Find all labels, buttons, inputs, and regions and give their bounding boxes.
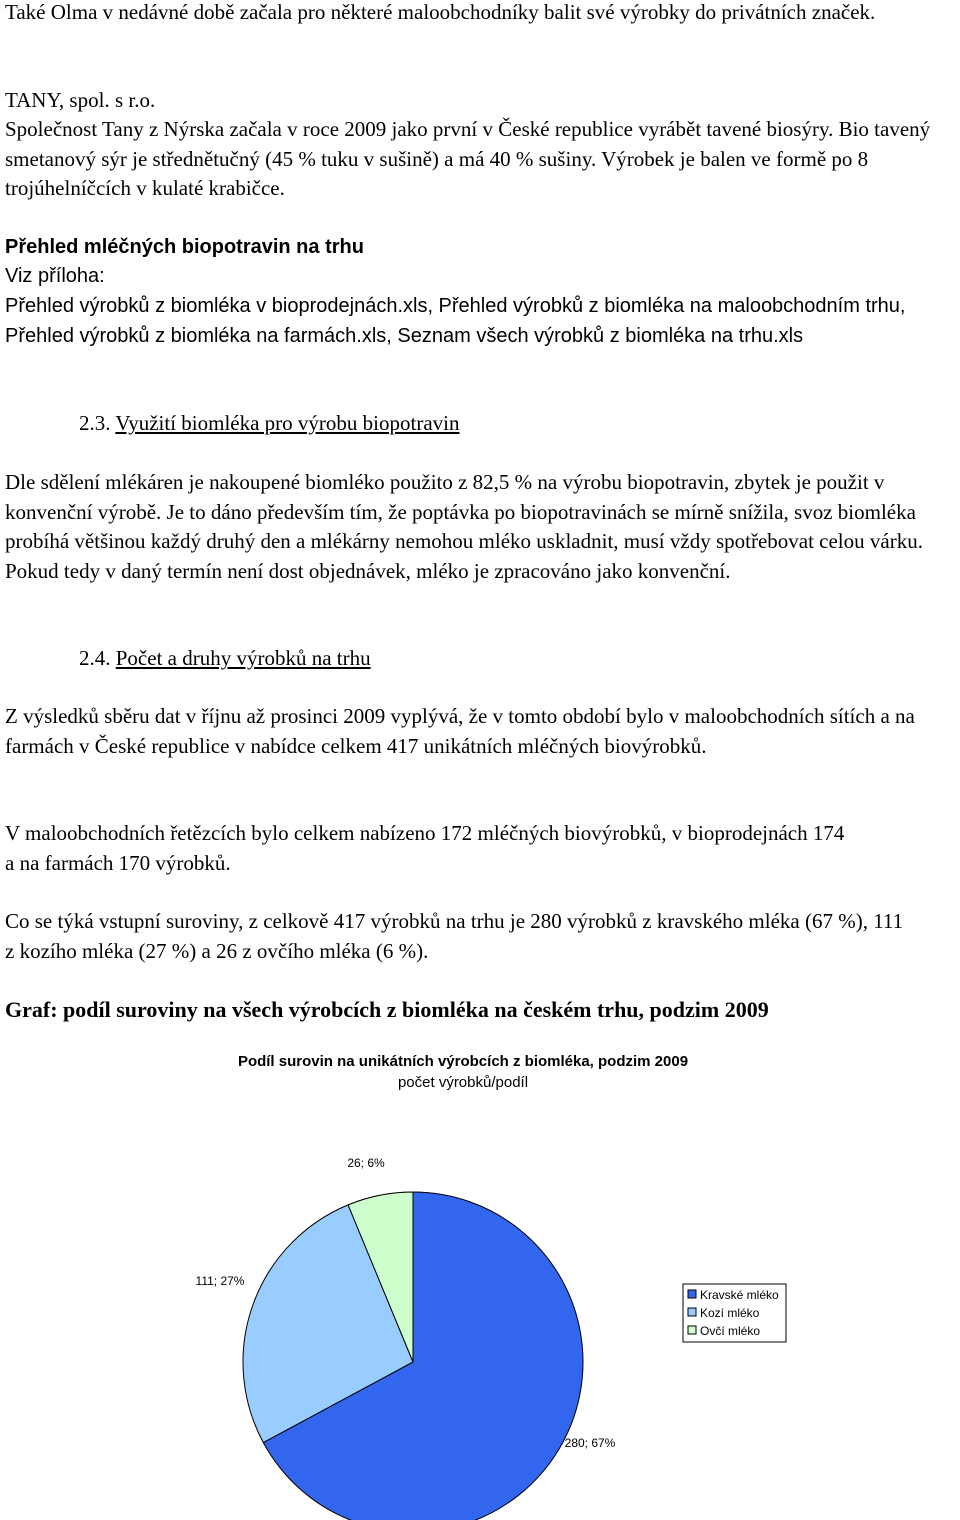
section-title: Využití biomléka pro výrobu biopotravin <box>115 411 460 435</box>
heading-tany: TANY, spol. s r.o. <box>5 88 156 112</box>
pie-data-label: 111; 27% <box>195 1274 245 1288</box>
legend-swatch <box>688 1326 696 1334</box>
section-number: 2.4. <box>79 646 111 670</box>
paragraph-2-4-raw-material: Co se týká vstupní suroviny, z celkově 417 výrobků na trhu je 280 výrobků z kravského mléka (67 %), 111 z kozího mléka (27 %) a 26 z ovčího mléka (6 %). <box>5 909 904 963</box>
paragraph-attachments: Přehled výrobků z biomléka v bioprodejnách.xls, Přehled výrobků z biomléka na maloobchodním trhu, Přehled výrobků z biomléka na farmách.xls, Seznam všech výrobků z biomléka na trhu.xls <box>5 295 906 347</box>
chart-title: Podíl surovin na unikátních výrobcích z biomléka, podzim 2009 <box>237 1053 689 1070</box>
legend-swatch <box>688 1290 696 1298</box>
section-heading-2-3 <box>79 409 460 439</box>
legend-label: Kozí mléko <box>700 1306 760 1320</box>
label-attachment: Viz příloha: <box>5 265 105 287</box>
paragraph-2-3: Dle sdělení mlékáren je nakoupené biomléko použito z 82,5 % na výrobu biopotravin, zbytek je použit v konvenční výrobě. Je to dáno především tím, že poptávka po biopotravinách se mírně snížila, svoz biomléka probíhá většinou každý druhý den a mlékárny nemohou mléko uskladnit, musí vždy spotřebovat celou várku. Pokud tedy v daný termín není dost objednávek, mléko je zpracováno jako konvenční. <box>5 470 923 583</box>
paragraph-2-4-channels: V maloobchodních řetězcích bylo celkem nabízeno 172 mléčných biovýrobků, v bioprodejnách 174 a na farmách 170 výrobků. <box>5 821 845 875</box>
pie-chart <box>0 1040 960 1520</box>
paragraph-tany: Společnost Tany z Nýrska začala v roce 2009 jako první v České republice vyrábět tavené biosýry. Bio tavený smetanový sýr je střednětučný (45 % tuku v sušině) a má 40 % sušiny. Výrobek je balen ve formě po 8 trojúhelníčcích v kulaté krabičce. <box>5 117 931 200</box>
chart-subtitle: počet výrobků/podíl <box>397 1074 529 1091</box>
graph-caption: Graf: podíl suroviny na všech výrobcích z biomléka na českém trhu, podzim 2009 <box>5 997 769 1022</box>
chart-legend <box>683 1284 786 1342</box>
paragraph-2-4-summary: Z výsledků sběru dat v říjnu až prosinci 2009 vyplývá, že v tomto období bylo v maloobchodních sítích a na farmách v České republice v nabídce celkem 417 unikátních mléčných biovýrobků. <box>5 704 915 758</box>
legend-swatch <box>688 1308 696 1316</box>
section-title: Počet a druhy výrobků na trhu <box>115 646 371 670</box>
section-heading-2-4 <box>79 644 371 674</box>
legend-label: Kravské mléko <box>700 1288 779 1302</box>
pie-slices <box>243 1192 583 1520</box>
pie-data-label: 280; 67% <box>564 1436 616 1450</box>
legend-label: Ovčí mléko <box>700 1324 761 1338</box>
heading-overview: Přehled mléčných biopotravin na trhu <box>5 236 364 258</box>
pie-data-label: 26; 6% <box>347 1156 385 1170</box>
section-number: 2.3. <box>79 411 111 435</box>
paragraph-olma: Také Olma v nedávné době začala pro některé maloobchodníky balit své výrobky do privátních značek. <box>5 0 876 24</box>
